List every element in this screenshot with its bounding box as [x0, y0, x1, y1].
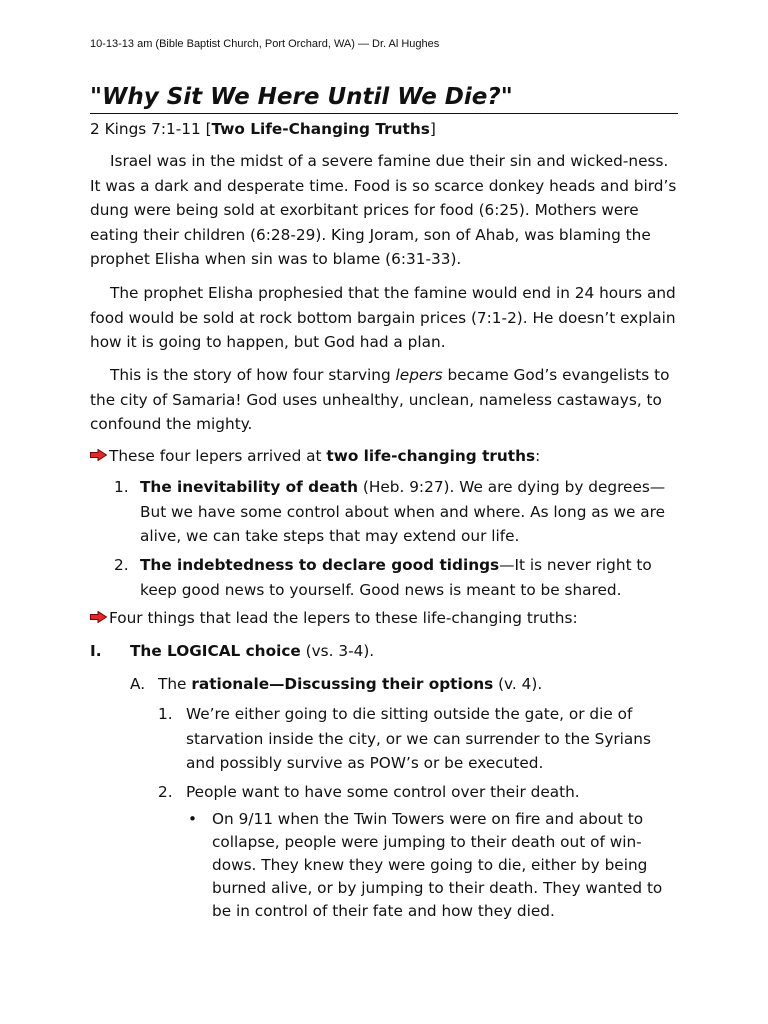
subpoint-1 [158, 702, 680, 776]
subpoint-text: We’re either going to die sitting outside the gate, or die of starvation inside the city, or we can surrender to the Syrians and possibly survive as POW’s or be executed. [186, 705, 651, 772]
reference-close: ] [429, 120, 436, 138]
point-letter: A. [130, 675, 146, 693]
intro-paragraph-3 [90, 363, 680, 437]
p3-text-end: became God’s evangelists to the city of Samaria! God uses unhealthy, unclean, nameless castaways, to confound the mighty. [90, 366, 670, 433]
section-title: The LOGICAL choice [130, 642, 301, 660]
arrow-point-2 [90, 606, 680, 631]
truth-text [140, 475, 680, 549]
roman-numeral: I. [90, 642, 102, 660]
subpoint-2 [158, 780, 680, 805]
point-verse: (v. 4). [493, 675, 543, 693]
p3-text-start: This is the story of how four starving [110, 366, 396, 384]
subpoint-number: 2. [158, 783, 173, 801]
truth-number: 1. [114, 478, 129, 496]
truth-item-2 [114, 553, 680, 602]
reference-text: 2 Kings 7:1-11 [ [90, 120, 212, 138]
point-title: rationale—Discussing their options [191, 675, 494, 693]
bullet-dot-icon: • [188, 810, 198, 828]
truth-heading: The inevitability of death [140, 478, 359, 496]
point-prefix: The [158, 675, 192, 693]
reference-theme: Two Life-Changing Truths [211, 120, 430, 138]
page-header: 10-13-13 am (Bible Baptist Church, Port Orchard, WA) — Dr. Al Hughes [90, 38, 440, 50]
truth-detail: —It is never right to keep good news to yourself. Good news is meant to be shared. [140, 556, 652, 599]
arrow-point-1 [90, 444, 680, 469]
truth-text [140, 553, 680, 602]
subpoint-number: 1. [158, 705, 173, 723]
truth-number: 2. [114, 556, 129, 574]
truth-heading: The indebtedness to declare good tidings [140, 556, 500, 574]
red-arrow-icon [90, 444, 107, 469]
bullet-item [188, 808, 680, 923]
truth-detail: (Heb. 9:27). We are dying by degrees—But we have some control about when and where. As long as we are alive, we can take steps that may extend our life. [140, 478, 666, 545]
arrow-1-text: These four lepers arrived at [109, 447, 327, 465]
subpoint-text: People want to have some control over their death. [186, 783, 580, 801]
point-a [130, 672, 542, 697]
section-verses: (vs. 3-4). [300, 642, 375, 660]
truth-item-1 [114, 475, 680, 549]
sermon-title: "Why Sit We Here Until We Die?" [90, 82, 678, 114]
bullet-text: On 9/11 when the Twin Towers were on fire and about to collapse, people were jumping to their death out of win-dows. They knew they were going to die, either by being burned alive, or by jumping to their death. They wanted to be in control of their fate and how they died. [212, 810, 663, 920]
intro-paragraph-2: The prophet Elisha prophesied that the famine would end in 24 hours and food would be sold at rock bottom bargain prices (7:1-2). He doesn’t explain how it is going to happen, but God had a plan. [90, 284, 676, 351]
arrow-1-bold: two life-changing truths [326, 447, 536, 465]
intro-paragraph-1: Israel was in the midst of a severe famine due their sin and wicked-ness. It was a dark and desperate time. Food is so scarce donkey heads and bird’s dung were being sold at exorbitant prices for food (6:25). Mothers were eating their children (6:28-29). King Joram, son of Ahab, was blaming the prophet Elisha when sin was to blame (6:31-33). [90, 152, 677, 268]
red-arrow-icon [90, 606, 107, 631]
scripture-reference [90, 117, 436, 142]
p3-italic-word: lepers [395, 366, 443, 384]
section-heading-1 [90, 639, 374, 664]
arrow-1-end: : [535, 447, 541, 465]
arrow-2-text: Four things that lead the lepers to these life-changing truths: [109, 609, 578, 627]
